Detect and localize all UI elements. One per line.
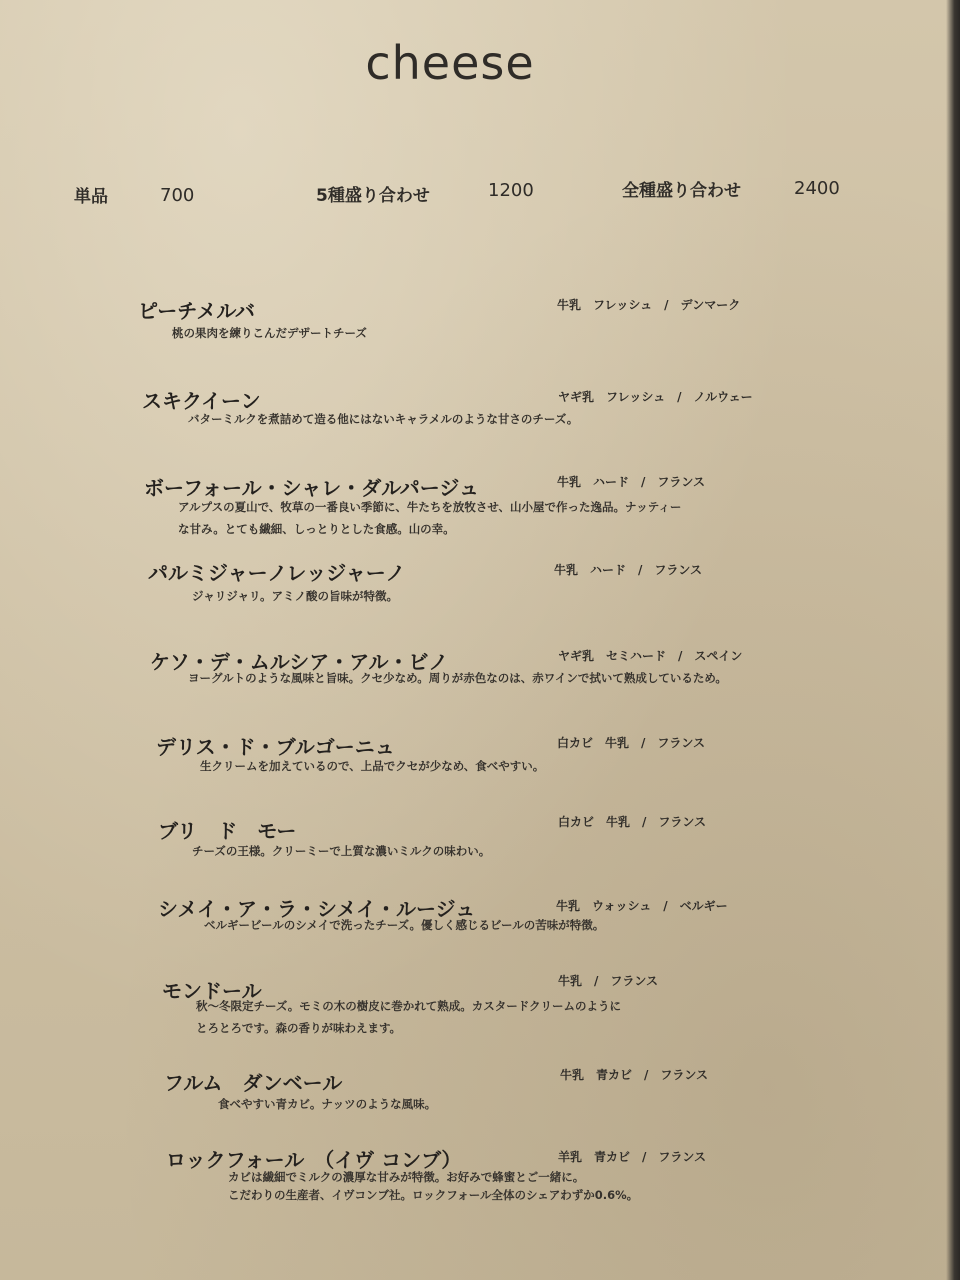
cheese-name: ブリ ド モー (158, 819, 297, 843)
cheese-name: デリス・ド・ブルゴーニュ (156, 735, 395, 759)
cheese-name: スキクイーン (142, 389, 261, 413)
cheese-name: ロックフォール （イヴ コンブ） (166, 1148, 462, 1172)
price-value-five: 1200 (488, 180, 534, 201)
cheese-description: カビは繊細でミルクの濃厚な甘みが特徴。お好みで蜂蜜とご一緒に。 (228, 1170, 585, 1184)
price-value-all: 2400 (794, 178, 840, 199)
cheese-description: 生クリームを加えているので、上品でクセが少なめ、食べやすい。 (200, 759, 545, 773)
cheese-attributes: 牛乳 ウォッシュ / ベルギー (556, 899, 728, 913)
cheese-name: モンドール (162, 979, 262, 1003)
cheese-description: ジャリジャリ。アミノ酸の旨味が特徴。 (192, 589, 398, 603)
page-edge-shadow (946, 0, 960, 1280)
cheese-description: な甘み。とても繊細、しっとりとした食感。山の幸。 (178, 522, 455, 536)
cheese-name: ボーフォール・シャレ・ダルパージュ (144, 476, 479, 500)
price-label-all: 全種盛り合わせ (622, 181, 741, 201)
page-title: cheese (365, 36, 535, 90)
cheese-description: 桃の果肉を練りこんだデザートチーズ (172, 326, 367, 340)
price-label-five: 5種盛り合わせ (316, 186, 430, 206)
cheese-attributes: 白カビ 牛乳 / フランス (558, 815, 707, 829)
cheese-attributes: 白カビ 牛乳 / フランス (557, 736, 706, 750)
cheese-attributes: ヤギ乳 セミハード / スペイン (558, 649, 743, 663)
cheese-description: 秋〜冬限定チーズ。モミの木の樹皮に巻かれて熟成。カスタードクリームのように (196, 999, 622, 1013)
cheese-attributes: 牛乳 ハード / フランス (554, 563, 703, 577)
cheese-attributes: 牛乳 / フランス (558, 974, 659, 988)
cheese-description: こだわりの生産者、イヴコンブ社。ロックフォール全体のシェアわずか0.6%。 (228, 1188, 639, 1202)
price-value-single: 700 (160, 185, 195, 206)
cheese-name: ピーチメルバ (138, 299, 255, 323)
cheese-attributes: 牛乳 青カビ / フランス (560, 1068, 709, 1082)
cheese-description: とろとろです。森の香りが味わえます。 (196, 1021, 402, 1035)
cheese-description: ベルギービールのシメイで洗ったチーズ。優しく感じるビールの苦味が特徴。 (204, 918, 605, 932)
cheese-name: フルム ダンベール (164, 1071, 343, 1095)
cheese-description: アルプスの夏山で、牧草の一番良い季節に、牛たちを放牧させ、山小屋で作った逸品。ナッティー (178, 500, 682, 514)
cheese-description: ヨーグルトのような風味と旨味。クセ少なめ。周りが赤色なのは、赤ワインで拭いて熟成しているため。 (188, 671, 727, 685)
price-label-single: 単品 (74, 187, 108, 207)
cheese-description: チーズの王様。クリーミーで上質な濃いミルクの味わい。 (192, 844, 491, 858)
cheese-attributes: 牛乳 フレッシュ / デンマーク (557, 298, 741, 312)
cheese-name: ケソ・デ・ムルシア・アル・ビノ (150, 650, 449, 674)
cheese-name: シメイ・ア・ラ・シメイ・ルージュ (158, 897, 476, 921)
cheese-attributes: 羊乳 青カビ / フランス (558, 1150, 707, 1164)
cheese-attributes: 牛乳 ハード / フランス (557, 475, 706, 489)
cheese-description: 食べやすい青カビ。ナッツのような風味。 (218, 1097, 437, 1111)
cheese-description: バターミルクを煮詰めて造る他にはないキャラメルのような甘さのチーズ。 (188, 412, 579, 426)
cheese-name: パルミジャーノレッジャーノ (148, 561, 406, 585)
cheese-attributes: ヤギ乳 フレッシュ / ノルウェー (558, 390, 753, 404)
